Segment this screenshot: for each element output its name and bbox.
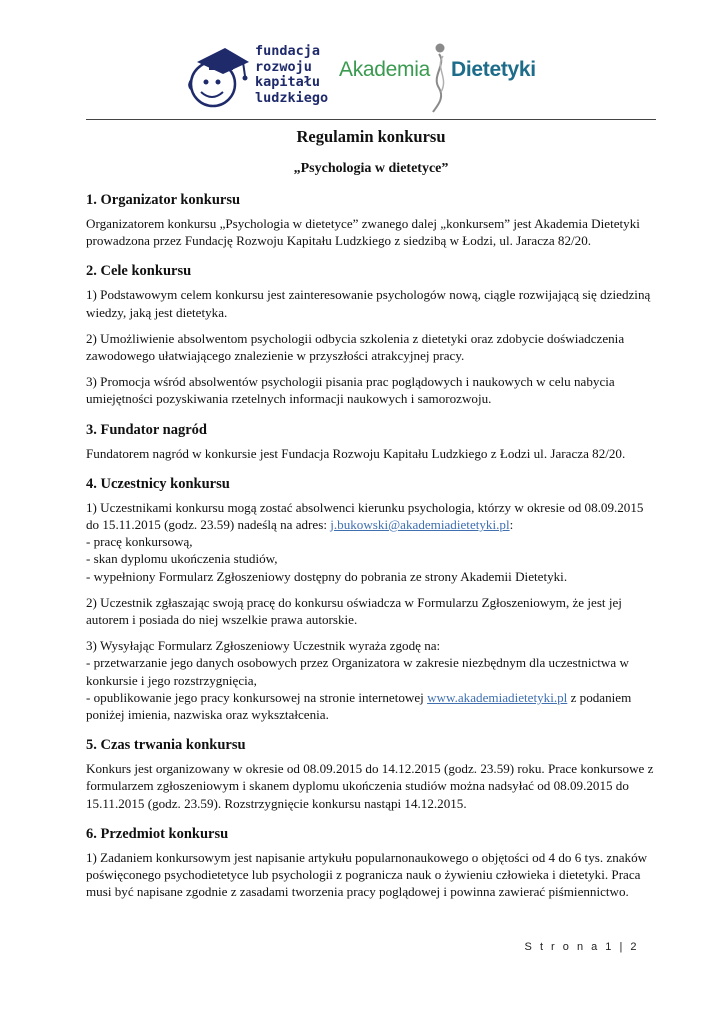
paragraph: 3) Promocja wśród absolwentów psychologii pisania prac poglądowych i naukowych w celu nabycia umiejętności pozyskiwania rzetelnych informacji naukowych i samorozwoju. [86,374,615,407]
list-item: - skan dyplomu ukończenia studiów, [86,551,278,567]
document-body [86,127,656,909]
frk-line: fundacja [255,43,321,59]
text-run: : [509,517,514,533]
page-title: Regulamin konkursu [296,127,446,146]
list-item: - pracę konkursową, [86,534,193,550]
text-run: - opublikowanie jego pracy konkursowej na stronie internetowej [86,689,428,705]
paragraph [86,637,656,723]
section-heading: 5. Czas trwania konkursu [86,737,246,754]
paragraph [86,499,656,585]
frk-logo [183,40,343,115]
page-number: S t r o n a 1 | 2 [524,941,639,953]
paragraph: 2) Umożliwienie absolwentom psychologii odbycia szkolenia z dietetyki oraz zdobycie doświadczenia zawodowego ułatwiającego znalezienie w przyszłości atrakcyjnej pracy. [86,330,625,364]
header-divider [86,119,656,120]
list-item: - przetwarzanie jego danych osobowych przez Organizatora w zakresie niezbędnym dla uczestnictwa w konkursie i jego rozstrzygnięcia, [86,655,629,688]
header-logos [183,40,543,115]
paragraph: 2) Uczestnik zgłaszając swoją pracę do konkursu oświadcza w Formularzu Zgłoszeniowym, że jest jej autorem i posiada do niej wszelkie prawa autorskie. [86,594,622,628]
ad-logo-part1: Akademia [339,58,430,81]
text-run: 1) Uczestnikami konkursu mogą zostać absolwenci kierunku psychologia, którzy w okresie od 08.09.2015 do 15.11.2015 (godz. 23.59) nadeślą na adres: [86,499,644,533]
frk-line: rozwoju [255,58,312,75]
frk-logo-text [255,44,328,106]
section-heading: 4. Uczestnicy konkursu [86,475,230,492]
ad-logo-part2: Dietetyki [451,58,536,81]
frk-face-icon [183,40,258,115]
list-item: - wypełniony Formularz Zgłoszeniowy dostępny do pobrania ze strony Akademii Dietetyki. [86,568,568,584]
website-link[interactable]: www.akademiadietetyki.pl [427,689,568,705]
section-heading: 2. Cele konkursu [86,263,192,280]
section-heading: 6. Przedmiot konkursu [86,825,229,842]
paragraph: 1) Podstawowym celem konkursu jest zainteresowanie psychologów nową, ciągle rozwijającą się dziedziną wiedzy, jaką jest dietetyka. [86,287,651,320]
text-run: 3) Wysyłając Formularz Zgłoszeniowy Uczestnik wyraża zgodę na: [86,638,441,654]
section-heading: 1. Organizator konkursu [86,192,241,208]
text-run: z podaniem poniżej imienia, nazwiska oraz wykształcenia. [86,689,632,723]
paragraph: Organizatorem konkursu „Psychologia w dietetyce” zwanego dalej „konkursem” jest Akademia Dietetyki prowadzona przez Fundację Rozwoju Kapitału Ludzkiego z siedzibą w Łodzi, ul. Jaracza 82/20. [86,216,640,249]
paragraph: Konkurs jest organizowany w okresie od 08.09.2015 do 14.12.2015 (godz. 23.59) roku. Prace konkursowe z formularzem zgłoszeniowym i skanem dyplomu ukończenia studiów można nadsyłać od 08.09.2015 do 15.11.2015 (godz. 23.59). Rozstrzygnięcie konkursu nastąpi 14.12.2015. [86,761,654,811]
paragraph: 1) Zadaniem konkursowym jest napisanie artykułu popularnonaukowego o objętości od 4 do 6 tys. znaków poświęconego psychodietetyce lub psychologii z pogranicza nauk o żywieniu człowieka i dietetyki. Praca musi być napisane zgodnie z zasadami tworzenia pracy poglądowej i powinna zawierać piśmiennictwo. [86,849,648,900]
paragraph: Fundatorem nagród w konkursie jest Fundacja Rozwoju Kapitału Ludzkiego z Łodzi ul. Jaracza 82/20. [86,445,626,461]
akademia-dietetyki-logo [333,40,553,115]
section-heading: 3. Fundator nagród [86,421,207,438]
frk-line: ludzkiego [255,89,329,106]
page-subtitle: „Psychologia w dietetyce” [293,161,449,176]
email-link[interactable]: j.bukowski@akademiadietetyki.pl [330,517,510,533]
frk-line: kapitału [255,74,321,90]
